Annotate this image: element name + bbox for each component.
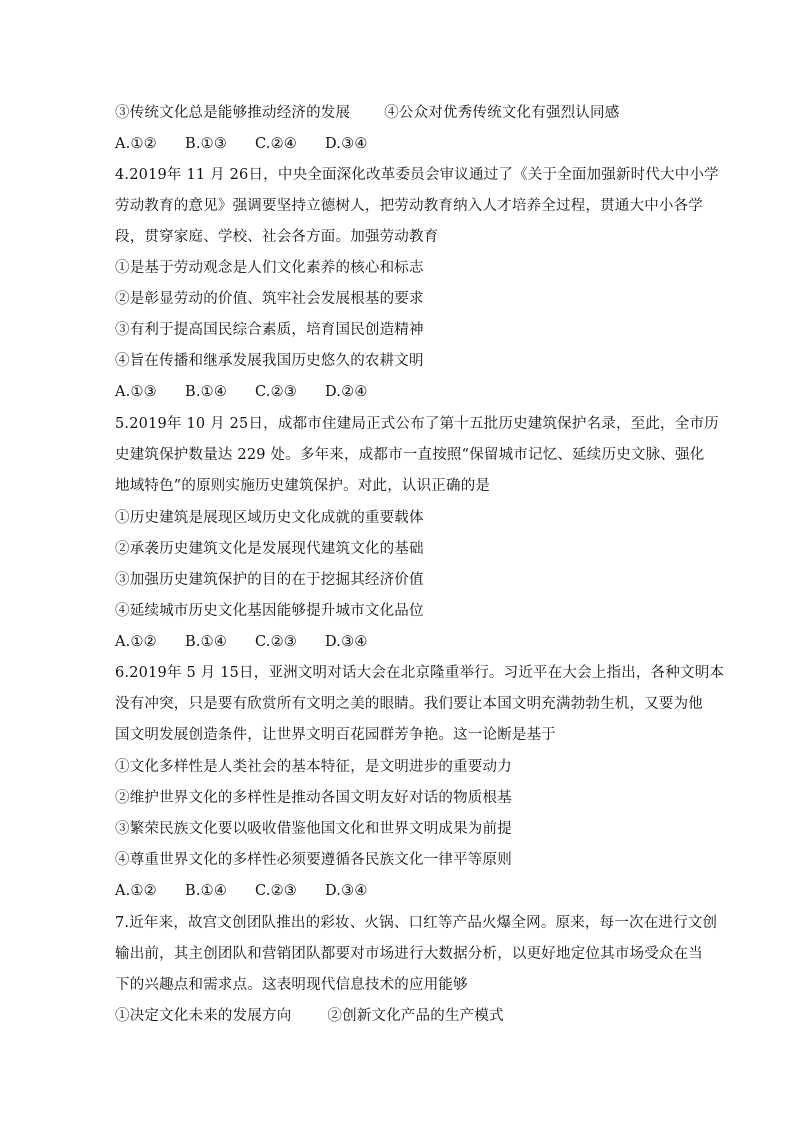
q6-item: ③繁荣民族文化要以吸收借鉴他国文化和世界文明成果为前提 <box>115 821 512 837</box>
q4-options <box>115 380 395 404</box>
q4-option-c: C.②③ <box>255 384 297 400</box>
q5-option-b: B.①④ <box>185 634 228 650</box>
q6-item: ①文化多样性是人类社会的基本特征，是文明进步的重要动力 <box>115 759 512 775</box>
q5-stem-line: 5.2019年 10 月 25日，成都市住建局正式公布了第十五批历史建筑保护名录，至此，全市历 <box>115 416 719 432</box>
q3-options <box>115 132 395 156</box>
q4-stem-line: 劳动教育的意见》强调要坚持立德树人，把劳动教育纳入人才培养全过程，贯通大中小各学 <box>115 198 703 214</box>
q4-stem-line: 4.2019年 11 月 26日，中央全面深化改革委员会审议通过了《关于全面加强新时代大中小学 <box>115 167 719 183</box>
q5-options <box>115 630 395 654</box>
q5-stem-line: 史建筑保护数量达 229 处。多年来，成都市一直按照“保留城市记忆、延续历史文脉、强化 <box>115 447 705 463</box>
q3-items-row <box>115 101 619 125</box>
q5-option-c: C.②③ <box>255 634 297 650</box>
q7-items-row <box>115 1004 504 1028</box>
q5-option-a: A.①② <box>115 634 157 650</box>
q3-option-b: B.①③ <box>185 136 228 152</box>
q5-stem-line: 地域特色”的原则实施历史建筑保护。对此，认识正确的是 <box>115 478 491 494</box>
q5-item: ④延续城市历史文化基因能够提升城市文化品位 <box>115 603 424 619</box>
q6-options <box>115 879 395 903</box>
q5-item: ①历史建筑是展现区域历史文化成就的重要载体 <box>115 510 424 526</box>
q7-stem-line: 下的兴趣点和需求点。这表明现代信息技术的应用能够 <box>115 977 468 993</box>
q6-stem-line: 6.2019年 5 月 15日，亚洲文明对话大会在北京隆重举行。习近平在大会上指出，各种文明本 <box>115 665 725 681</box>
q5-option-d: D.③④ <box>325 634 368 650</box>
q4-item: ②是彰显劳动的价值、筑牢社会发展根基的要求 <box>115 291 424 307</box>
q6-item: ②维护世界文化的多样性是推动各国文明友好对话的物质根基 <box>115 790 512 806</box>
q7-item-1: ①决定文化未来的发展方向 <box>115 1008 292 1024</box>
q4-option-a: A.①③ <box>115 384 157 400</box>
q4-option-d: D.②④ <box>325 384 368 400</box>
q6-option-d: D.③④ <box>325 883 368 899</box>
q3-option-a: A.①② <box>115 136 157 152</box>
q3-item-3: ③传统文化总是能够推动经济的发展 <box>115 105 351 121</box>
q6-item: ④尊重世界文化的多样性必须要遵循各民族文化一律平等原则 <box>115 852 512 868</box>
q6-stem-line: 国文明发展创造条件，让世界文明百花园群芳争艳。这一论断是基于 <box>115 727 556 743</box>
q3-option-d: D.③④ <box>325 136 368 152</box>
q4-stem-line: 段，贯穿家庭、学校、社会各方面。加强劳动教育 <box>115 229 439 245</box>
q6-stem-line: 没有冲突，只是要有欣赏所有文明之美的眼睛。我们要让本国文明充满勃勃生机，又要为他 <box>115 696 703 712</box>
q7-stem-line: 输出前，其主创团队和营销团队都要对市场进行大数据分析，以更好地定位其市场受众在当 <box>115 946 703 962</box>
q6-option-c: C.②③ <box>255 883 297 899</box>
q6-option-a: A.①② <box>115 883 157 899</box>
q4-item: ①是基于劳动观念是人们文化素养的核心和标志 <box>115 260 424 276</box>
q7-item-2: ②创新文化产品的生产模式 <box>327 1008 504 1024</box>
q3-item-4: ④公众对优秀传统文化有强烈认同感 <box>384 105 620 121</box>
q4-option-b: B.①④ <box>185 384 228 400</box>
q7-stem-line: 7.近年来，故宫文创团队推出的彩妆、火锅、口红等产品火爆全网。原来，每一次在进行文创 <box>115 915 718 931</box>
q6-option-b: B.①④ <box>185 883 228 899</box>
q3-option-c: C.②④ <box>255 136 297 152</box>
q4-item: ④旨在传播和继承发展我国历史悠久的农耕文明 <box>115 353 424 369</box>
q5-item: ③加强历史建筑保护的目的在于挖掘其经济价值 <box>115 572 424 588</box>
q5-item: ②承袭历史建筑文化是发展现代建筑文化的基础 <box>115 541 424 557</box>
q4-item: ③有利于提高国民综合素质，培育国民创造精神 <box>115 322 424 338</box>
